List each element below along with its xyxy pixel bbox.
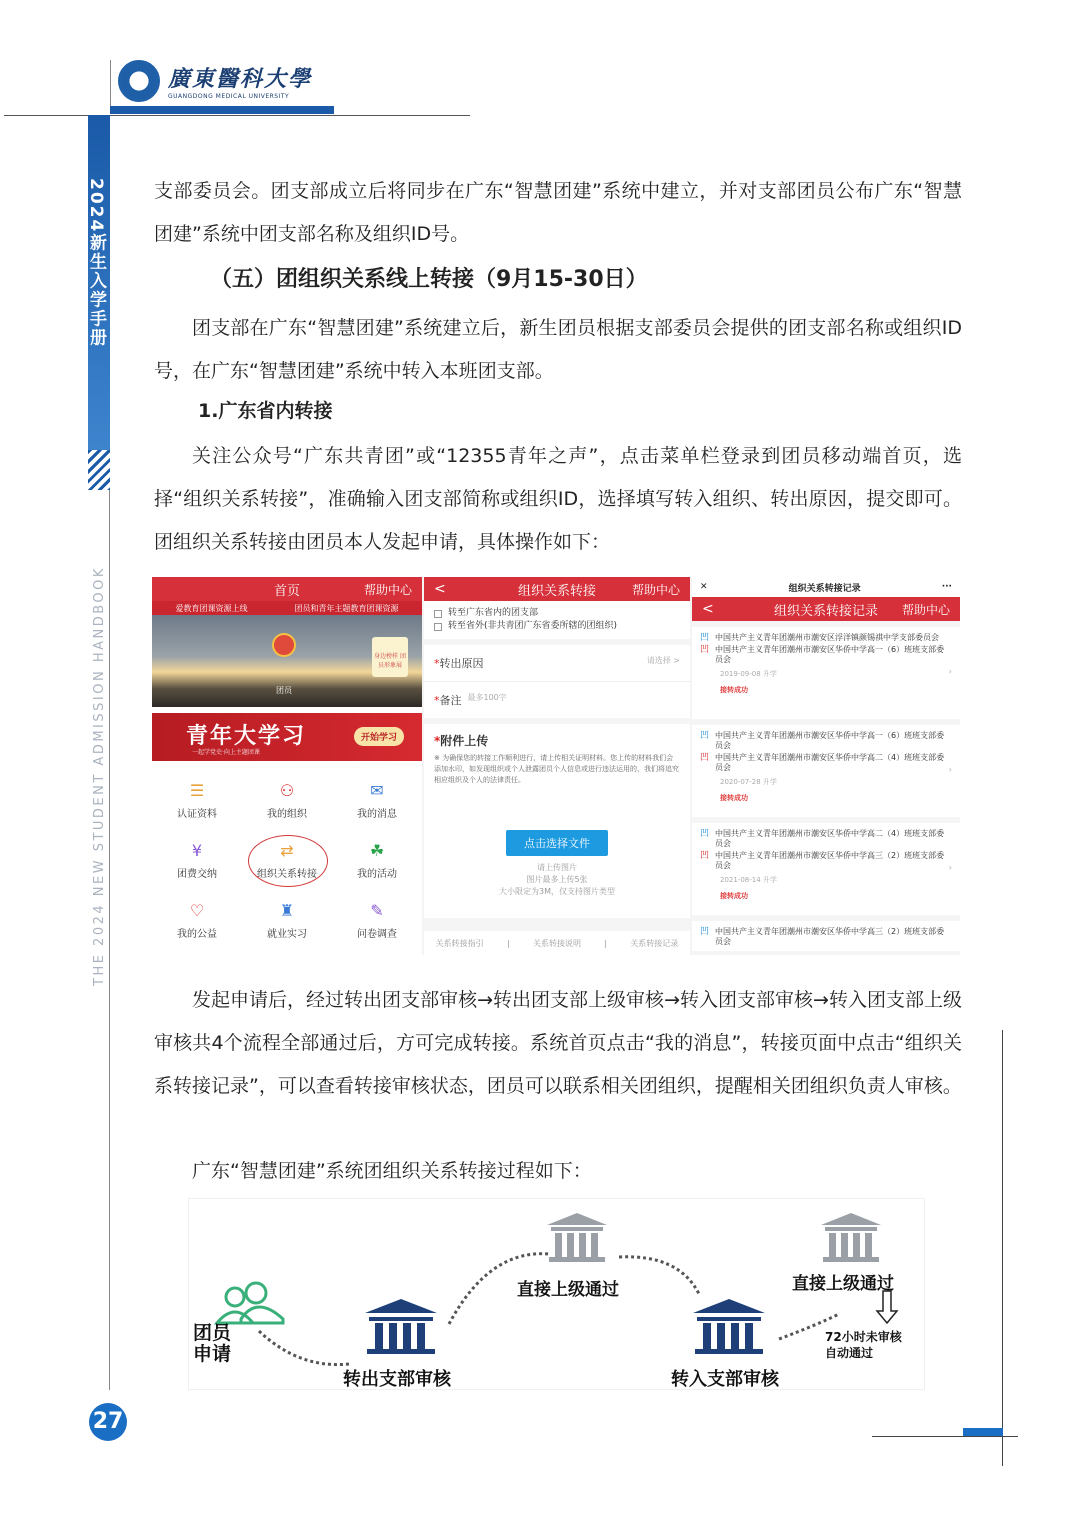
record-from: 中国共产主义青年团潮州市潮安区华侨中学高二（4）班班支部委员会 — [715, 829, 945, 848]
chevron-right-icon: › — [948, 667, 952, 676]
highlight-circle — [248, 835, 328, 887]
checkbox-icon[interactable] — [434, 623, 442, 631]
menu-item-dues[interactable] — [152, 831, 242, 891]
menu-label: 我的活动 — [357, 868, 397, 880]
header-rule — [4, 115, 470, 116]
reason-hint: 请选择 > — [646, 656, 680, 665]
record-item[interactable]: 凹 中国共产主义青年团潮州市潮安区浮洋镇颜锡祺中学支部委员会 凹 中国共产主义青年团潮州市潮安区华侨中学高一（6）班班支部委员会 2019-09-08 升学 接转成功 › — [692, 627, 960, 719]
menu-label: 我的组织 — [267, 808, 307, 820]
paragraph-1: 支部委员会。团支部成立后将同步在广东“智慧团建”系统中建立，并对支部团员公布广东“智慧团建”系统中团支部名称及组织ID号。 — [154, 180, 962, 245]
activity-icon: ☘ — [369, 840, 385, 860]
reason-label: 转出原因 — [439, 657, 484, 670]
menu-item-survey[interactable] — [332, 891, 422, 951]
menu-label: 认证资料 — [177, 808, 217, 820]
note-label: 备注 — [439, 694, 462, 707]
upload-hint: 大小限定为3M，仅支持图片类型 — [499, 887, 615, 896]
banner-title: 青年大学习 — [186, 723, 307, 749]
record-status: 接转成功 — [720, 686, 748, 694]
corner-accent-bar — [963, 1428, 1003, 1436]
home-photo-banner — [152, 615, 422, 707]
menu-label: 组织关系转接 — [257, 868, 317, 880]
record-date: 2019-09-08 升学 — [720, 670, 777, 678]
record-to: 中国共产主义青年团潮州市潮安区华侨中学高一（6）班班支部委员会 — [715, 645, 945, 664]
flow-step-in: 转入支部审核 — [671, 1369, 779, 1390]
more-icon[interactable]: ··· — [941, 582, 952, 592]
photo-label: 团员 — [276, 686, 292, 695]
record-to: 中国共产主义青年团潮州市潮安区华侨中学高二（4）班班支部委员会 — [715, 753, 945, 772]
option-in-province[interactable] — [434, 607, 680, 620]
paragraph-4: 发起申请后，经过转出团支部审核→转出团支部上级审核→转入团支部审核→转入团支部上级审核共4个流程全部通过后，方可完成转接。系统首页点击“我的消息”，转接页面中点击“组织关系转接记录”，可以查看转接审核状态，团员可以联系相关团组织，提醒相关团组织负责人审核。 — [154, 989, 962, 1097]
section-title: （五）团组织关系线上转接（9月15-30日） — [210, 267, 648, 292]
home-help-link[interactable]: 帮助中心 — [363, 582, 412, 597]
menu-item-my-org[interactable] — [242, 771, 332, 831]
record-date: 2020-07-28 升学 — [720, 778, 777, 786]
home-menu-grid — [152, 771, 422, 951]
record-item[interactable]: 凹 中国共产主义青年团潮州市潮安区华侨中学高一（6）班班支部委员会 凹 中国共产主义青年团潮州市潮安区华侨中学高二（4）班班支部委员会 2020-07-28 升学 接转成功 › — [692, 725, 960, 817]
option-label: 转至广东省内的团支部 — [448, 608, 539, 618]
bank-building-icon-out-upper — [547, 1213, 607, 1262]
back-icon[interactable]: < — [434, 581, 446, 597]
record-item[interactable]: 凹 中国共产主义青年团潮州市潮安区华侨中学高二（4）班班支部委员会 凹 中国共产主义青年团潮州市潮安区华侨中学高三（2）班班支部委员会 2021-08-14 升学 接转成功 › — [692, 823, 960, 915]
paragraph-2: 团支部在广东“智慧团建”系统建立后，新生团员根据支部委员会提供的团支部名称或组织ID号，在广东“智慧团建”系统中转入本班团支部。 — [154, 317, 962, 382]
menu-label: 我的公益 — [177, 928, 217, 940]
page-number: 27 — [89, 1403, 127, 1441]
close-icon[interactable]: ✕ — [700, 582, 708, 592]
notice-right[interactable]: 团员和青年主题教育团课资源 — [294, 603, 399, 613]
attachment-section: *附件上传 ※ 为确保您的转接工作顺利进行，请上传相关证明材料。您上传的材料我们会添加水印，如发现组织或个人泄露团员个人信息或进行违法运用的，我们将追究相应组织及个人的法律责任。 — [424, 724, 690, 822]
footer-link-guide[interactable]: 关系转接指引 — [435, 938, 484, 948]
app-screenshots — [152, 577, 960, 955]
back-icon[interactable]: < — [702, 601, 714, 617]
logo-chinese-name: 廣東醫科大學 — [168, 66, 313, 92]
menu-item-activities[interactable] — [332, 831, 422, 891]
form-footer-links: 关系转接指引 | 关系转接说明 | 关系转接记录 — [424, 931, 690, 955]
header-divider-vertical — [110, 60, 111, 110]
logo-english-name: GUANGDONG MEDICAL UNIVERSITY — [168, 93, 290, 100]
start-study-button[interactable]: 开始学习 — [354, 727, 404, 746]
record-status: 接转成功 — [720, 794, 748, 802]
record-item[interactable]: 凹 中国共产主义青年团潮州市潮安区华侨中学高三（2）班班支部委员会 — [692, 921, 960, 951]
form-title: 组织关系转接 — [517, 583, 596, 599]
record-date: 2021-08-14 升学 — [720, 876, 777, 884]
member-icon — [217, 1283, 283, 1323]
record-to: 中国共产主义青年团潮州市潮安区华侨中学高三（2）班班支部委员会 — [715, 851, 945, 870]
checkbox-icon[interactable] — [434, 610, 442, 618]
upload-hint: 图片最多上传5张 — [526, 875, 588, 884]
menu-item-charity[interactable] — [152, 891, 242, 951]
banner-subtitle: 一起学党史·向上主题团课 — [192, 749, 260, 756]
flow-step-out: 转出支部审核 — [343, 1369, 451, 1390]
footer-link-records[interactable]: 关系转接记录 — [630, 938, 679, 948]
sidebar-english-title: THE 2024 NEW STUDENT ADMISSION HANDBOOK — [92, 566, 107, 986]
menu-item-transfer[interactable] — [242, 831, 332, 891]
chevron-right-icon: › — [948, 765, 952, 774]
note-field[interactable]: *备注 最多100字 — [424, 681, 690, 718]
destination-options — [424, 601, 690, 639]
message-icon: ✉ — [370, 780, 384, 800]
records-top-title: 组织关系转接记录 — [788, 583, 861, 594]
survey-icon: ✎ — [370, 900, 384, 920]
flow-step-apply: 团员 申请 — [193, 1322, 232, 1365]
menu-item-messages[interactable] — [332, 771, 422, 831]
flow-auto-pass: 72小时未审核 自动通过 — [825, 1330, 902, 1360]
screenshot-transfer-records — [692, 577, 960, 955]
records-topbar — [692, 577, 960, 597]
sidebar-title: 2024新生入学手册 — [86, 178, 106, 348]
attach-title: 附件上传 — [440, 734, 489, 748]
bank-building-icon-in-upper — [821, 1213, 881, 1262]
menu-item-certification[interactable] — [152, 771, 242, 831]
screenshot-home — [152, 577, 422, 955]
bank-building-icon-out — [365, 1299, 437, 1354]
upload-area — [424, 822, 690, 918]
record-from: 中国共产主义青年团潮州市潮安区浮洋镇颜锡祺中学支部委员会 — [715, 633, 940, 642]
form-header — [424, 577, 690, 601]
upload-hint: 请上传图片 — [537, 863, 577, 872]
header-accent-bar — [110, 106, 334, 114]
sub-title: 1.广东省内转接 — [198, 400, 333, 422]
yuan-icon: ¥ — [191, 840, 203, 860]
footer-link-explain[interactable]: 关系转接说明 — [532, 938, 581, 948]
home-header — [152, 577, 422, 601]
menu-label: 问卷调查 — [357, 928, 397, 940]
record-from: 中国共产主义青年团潮州市潮安区华侨中学高一（6）班班支部委员会 — [715, 731, 945, 750]
flow-step-out-upper: 直接上级通过 — [517, 1280, 619, 1300]
screenshot-transfer-form — [424, 577, 690, 955]
ad-card[interactable]: 身边榜样 团员形象展 — [372, 637, 408, 677]
briefcase-icon: ♜ — [279, 900, 295, 920]
records-title: 组织关系转接记录 — [773, 603, 878, 619]
youth-study-banner[interactable] — [152, 713, 422, 761]
menu-label: 团费交纳 — [177, 868, 217, 880]
sidebar-rule — [109, 490, 110, 1390]
paragraph-3: 关注公众号“广东共青团”或“12355青年之声”，点击菜单栏登录到团员移动端首页，选择“组织关系转接”，准确输入团支部简称或组织ID，选择填写转入组织、转出原因，提交即可。团组织关系转接由团员本人发起申请，具体操作如下： — [154, 445, 962, 553]
transfer-arrows-icon: ⇄ — [280, 840, 294, 860]
home-title: 首页 — [273, 583, 300, 599]
records-header — [692, 597, 960, 621]
choose-file-button[interactable]: 点击选择文件 — [506, 830, 608, 856]
menu-item-internship[interactable] — [242, 891, 332, 951]
org-chart-icon: ⚇ — [279, 780, 295, 800]
paragraph-5: 广东“智慧团建”系统团组织关系转接过程如下： — [192, 1160, 592, 1182]
corner-rule-horizontal — [872, 1436, 1018, 1437]
youth-league-emblem-icon — [272, 633, 296, 657]
flow-arrow-1 — [259, 1331, 349, 1365]
menu-label: 我的消息 — [357, 808, 397, 820]
university-logo — [118, 60, 312, 102]
note-hint: 最多100字 — [467, 693, 507, 702]
record-from: 中国共产主义青年团潮州市潮安区华侨中学高三（2）班班支部委员会 — [715, 927, 945, 946]
transfer-flow-diagram — [188, 1198, 925, 1390]
heart-icon: ♡ — [189, 900, 205, 920]
university-seal-icon — [118, 60, 160, 102]
down-arrow-icon — [877, 1291, 897, 1323]
id-card-icon: ☰ — [189, 780, 205, 800]
home-notice-bar — [152, 601, 422, 615]
form-help-link[interactable]: 帮助中心 — [631, 582, 680, 597]
flow-step-in-upper: 直接上级通过 — [792, 1274, 894, 1294]
flow-arrow-3 — [619, 1257, 699, 1294]
option-out-province[interactable] — [434, 620, 680, 633]
attach-note: ※ 为确保您的转接工作顺利进行，请上传相关证明材料。您上传的材料我们会添加水印，如发现组织或个人泄露团员个人信息或进行违法运用的，我们将追究相应组织及个人的法律责任。 — [434, 754, 679, 784]
option-label: 转至省外(非共青团广东省委所辖的团组织) — [448, 621, 618, 631]
bank-building-icon-in — [693, 1299, 765, 1354]
notice-left[interactable]: 爱教育团课资源上线 — [175, 603, 248, 613]
menu-label: 就业实习 — [267, 928, 307, 940]
chevron-right-icon: › — [948, 863, 952, 872]
sidebar-stripes — [88, 450, 110, 490]
reason-select[interactable]: *转出原因 请选择 > — [424, 645, 690, 681]
records-help-link[interactable]: 帮助中心 — [901, 602, 950, 617]
corner-rule-vertical — [1002, 1030, 1003, 1466]
record-status: 接转成功 — [720, 892, 748, 900]
